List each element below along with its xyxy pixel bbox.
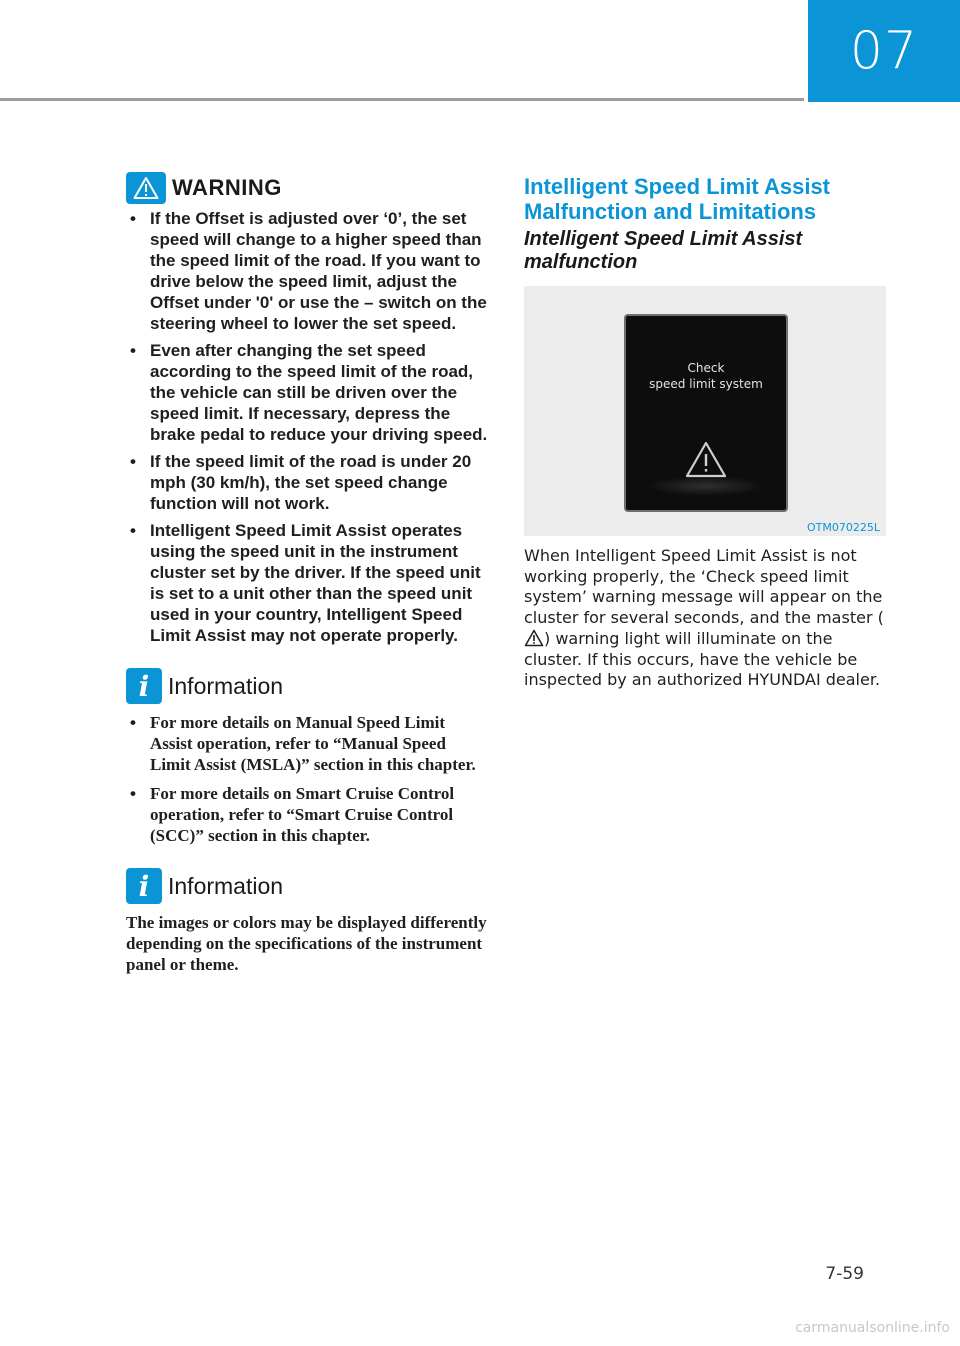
list-item: • If the Offset is adjusted over ‘0’, the set speed will change to a higher speed than the speed limit of the road. If you want to drive below the speed limit, adjust the Offset under '0' or use the – switch on the steering wheel to lower the set speed. — [126, 208, 488, 334]
figure-code: OTM070225L — [807, 521, 880, 534]
info-icon: i — [126, 868, 162, 904]
screen-glow — [646, 476, 766, 496]
information-heading — [126, 668, 488, 704]
warning-triangle-icon — [684, 440, 728, 480]
body-text-end: ) warning light will illuminate on the cluster. If this occurs, have the vehicle be inspected by an authorized HYUNDAI dealer. — [524, 628, 881, 690]
list-item: • Even after changing the set speed according to the speed limit of the road, the vehicle can still be driven over the speed limit. If necessary, depress the brake pedal to reduce your driving speed. — [126, 340, 488, 445]
list-item: • For more details on Smart Cruise Control operation, refer to “Smart Cruise Control (SCC)” section in this chapter. — [126, 783, 488, 846]
cluster-screen — [624, 314, 788, 512]
screen-line-2: speed limit system — [649, 377, 763, 391]
right-column — [524, 174, 888, 691]
body-paragraph — [524, 546, 888, 691]
cluster-figure — [524, 286, 886, 536]
master-warning-icon — [524, 629, 544, 647]
section-title: Intelligent Speed Limit Assist Malfunction and Limitations — [524, 174, 831, 224]
page-number: 7-59 — [825, 1264, 864, 1284]
watermark: carmanualsonline.info — [795, 1320, 950, 1336]
warning-list — [126, 208, 488, 646]
info-icon: i — [126, 668, 162, 704]
information-text: The images or colors may be displayed differently depending on the specifications of the instrument panel or theme. — [126, 913, 487, 974]
information-heading-2 — [126, 868, 488, 904]
warning-heading — [126, 172, 488, 204]
information-title: Information — [168, 672, 284, 699]
information-list — [126, 712, 488, 846]
header-rule — [0, 98, 804, 101]
list-item: • For more details on Manual Speed Limit Assist operation, refer to “Manual Speed Limit Assist (MSLA)” section in this chapter. — [126, 712, 488, 775]
subsection-title: Intelligent Speed Limit Assist malfunction — [524, 228, 803, 273]
warning-title: WARNING — [172, 175, 282, 200]
list-item: • If the speed limit of the road is under 20 mph (30 km/h), the set speed change function will not work. — [126, 451, 488, 514]
list-item: • Intelligent Speed Limit Assist operates using the speed unit in the instrument cluster set by the driver. If the speed unit is set to a unit other than the speed unit used in your country, Intelligent Speed Limit Assist may not operate properly. — [126, 520, 488, 646]
information-title: Information — [168, 872, 284, 899]
screen-line-1: Check — [687, 361, 725, 375]
chapter-tab: 07 — [808, 0, 960, 102]
body-text-start: When Intelligent Speed Limit Assist is not working properly, the ‘Check speed limit system’ warning message will appear on the cluster for several seconds, and the master ( — [524, 546, 884, 628]
warning-triangle-icon — [126, 172, 166, 204]
screen-message — [626, 360, 786, 392]
left-column — [126, 172, 488, 975]
